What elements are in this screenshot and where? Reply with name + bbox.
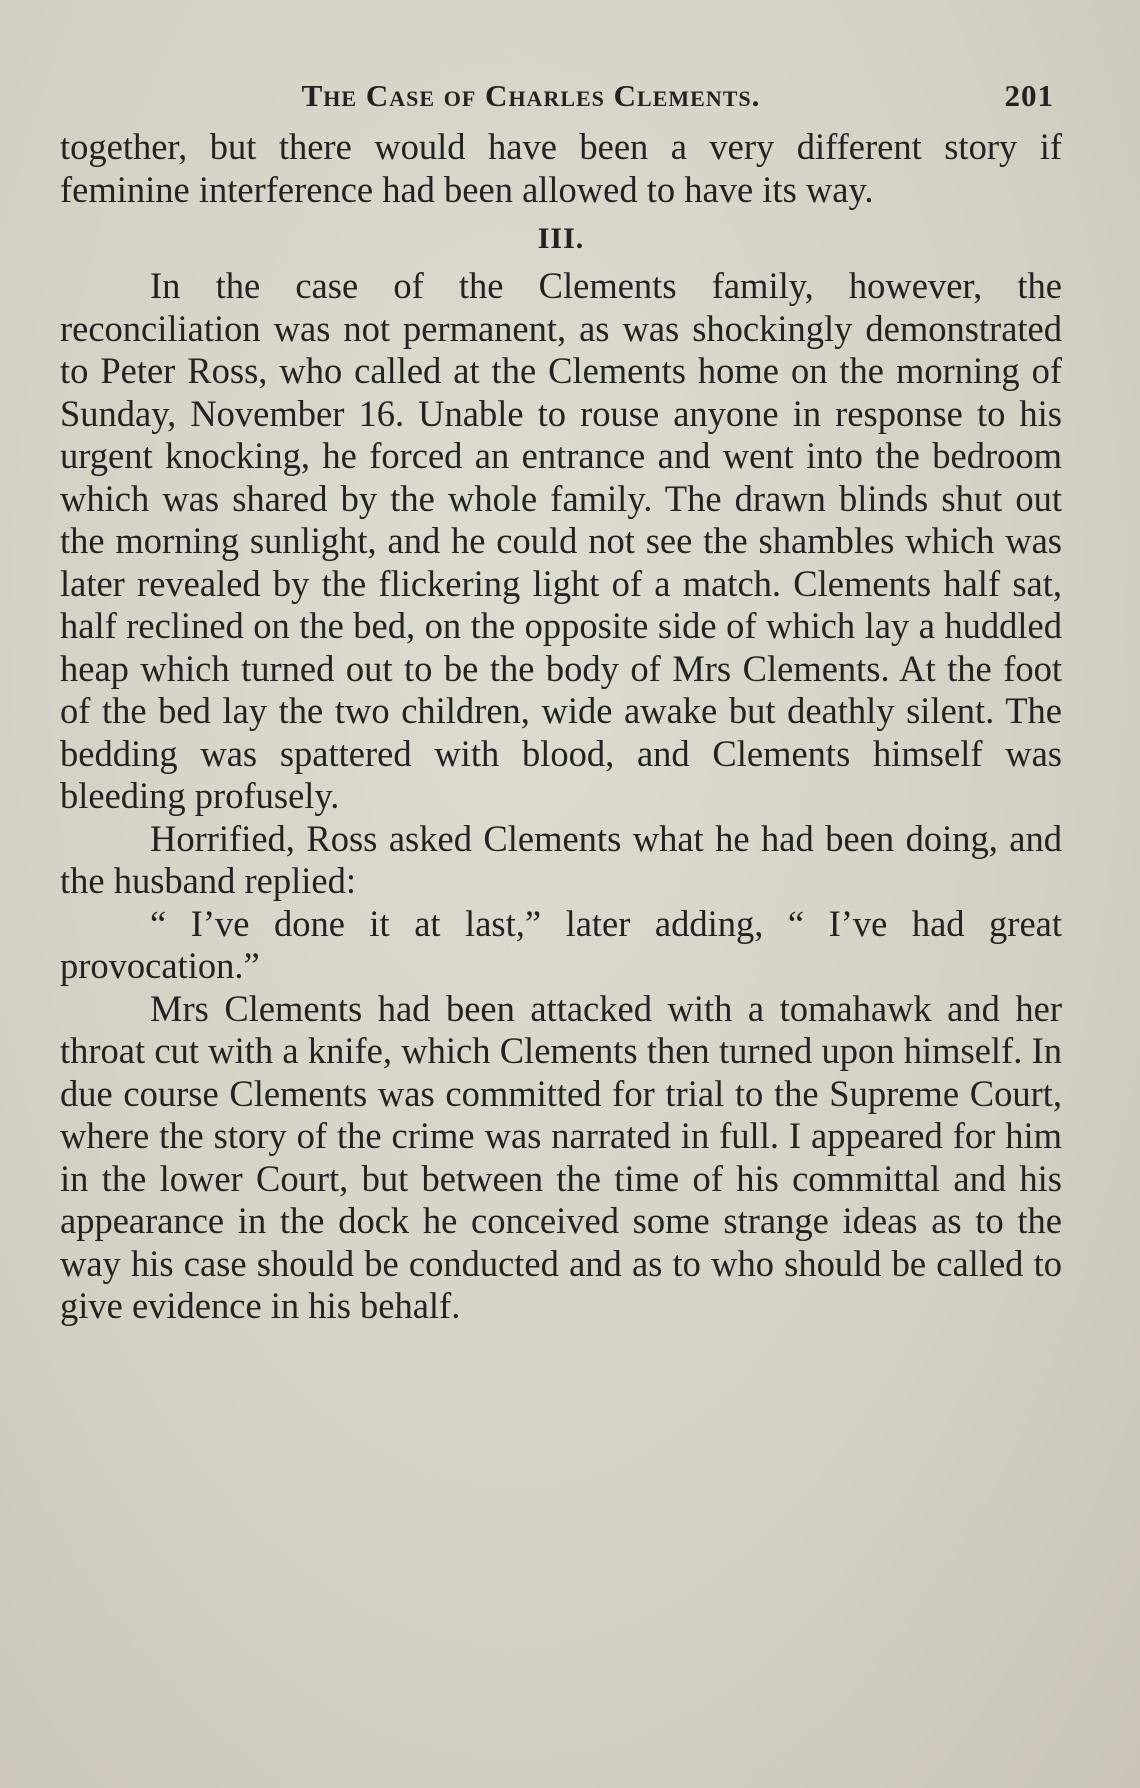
paragraph: Mrs Clements had been attacked with a tomahawk and her throat cut with a knife, which Clements then turned upon himself. In due course Clements was committed for trial to the Supreme Court, where the story of the crime was narrated in full. I appeared for him in the lower Court, but between the time of his committal and his appearance in the dock he conceived some strange ideas as to the way his case should be conducted and as to who should be called to give evidence in his behalf.	[60, 987, 1062, 1326]
running-head	[60, 70, 1062, 120]
page-number: 201	[1004, 78, 1054, 113]
body-text	[60, 126, 1062, 1328]
paragraph: In the case of the Clements family, however, the reconciliation was not permanent, as was shockingly demonstrated to Peter Ross, who called at the Clements home on the morning of Sunday, November 16. Unable to rouse anyone in response to his urgent knocking, he forced an entrance and went into the bedroom which was shared by the whole family. The drawn blinds shut out the morning sunlight, and he could not see the shambles which was later revealed by the flickering light of a match. Clements half sat, half reclined on the bed, on the opposite side of which lay a huddled heap which turned out to be the body of Mrs Clements. At the foot of the bed lay the two children, wide awake but deathly silent. The bedding was spattered with blood, and Clements himself was bleeding profusely.	[60, 265, 1062, 816]
paragraph: Horrified, Ross asked Clements what he had been doing, and the husband replied:	[60, 817, 1062, 901]
running-title: The Case of Charles Clements.	[301, 78, 761, 113]
paragraph-continued: together, but there would have been a very different story if feminine interference had been allowed to have its way.	[60, 126, 1062, 210]
section-number: III.	[537, 222, 585, 255]
paragraph-quote: “ I’ve done it at last,” later adding, “ I’ve had great provocation.”	[60, 902, 1062, 986]
